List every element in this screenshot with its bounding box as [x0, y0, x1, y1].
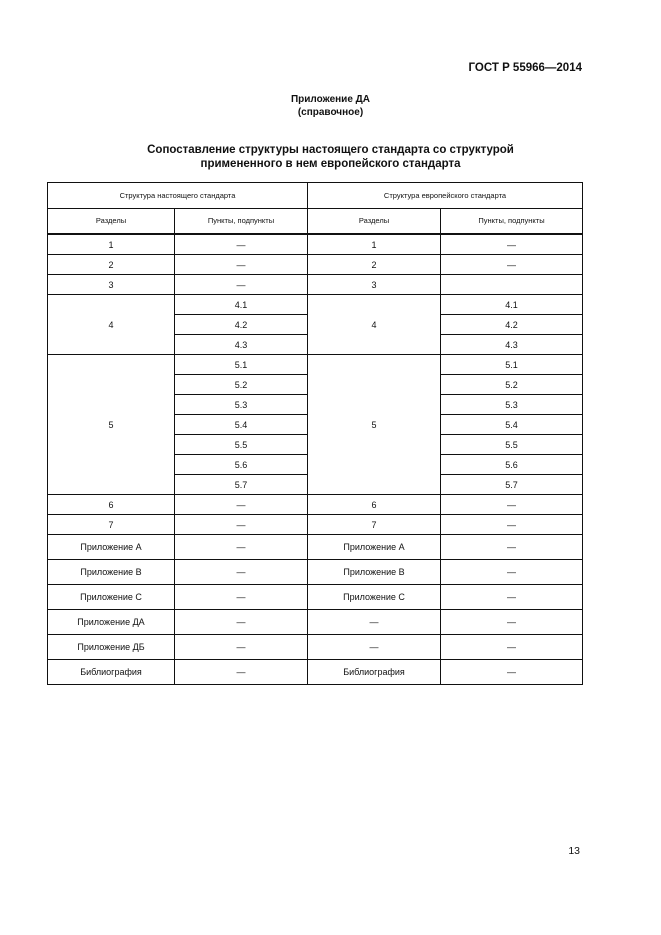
- table-cell: 4.1: [175, 295, 308, 315]
- table-title: [0, 143, 661, 171]
- table-cell: 4.2: [175, 315, 308, 335]
- table-row: [48, 660, 583, 685]
- table-cell: 1: [308, 234, 441, 255]
- table-cell: 2: [48, 255, 175, 275]
- table-row: [48, 355, 583, 375]
- page-number: 13: [568, 845, 580, 857]
- table-cell: Приложение В: [308, 560, 441, 585]
- table-cell: 4.2: [441, 315, 583, 335]
- table-row: [48, 275, 583, 295]
- table-cell: 5.7: [175, 475, 308, 495]
- table-cell: —: [175, 610, 308, 635]
- table-cell: 6: [308, 495, 441, 515]
- table-cell: 5.6: [175, 455, 308, 475]
- table-cell: 5.3: [441, 395, 583, 415]
- table-cell: —: [175, 585, 308, 610]
- table-cell: Приложение С: [48, 585, 175, 610]
- table-cell: 6: [48, 495, 175, 515]
- group-header-row: [48, 183, 583, 209]
- table-cell: Приложение В: [48, 560, 175, 585]
- table-row: [48, 610, 583, 635]
- table-cell: —: [175, 495, 308, 515]
- table-cell: —: [308, 635, 441, 660]
- appendix-label: Приложение ДА: [290, 94, 371, 105]
- table-cell: Приложение С: [308, 585, 441, 610]
- table-cell: —: [441, 635, 583, 660]
- table-cell: —: [175, 515, 308, 535]
- table-cell: —: [175, 234, 308, 255]
- table-cell: —: [175, 535, 308, 560]
- header-sections: Разделы: [48, 209, 175, 235]
- table-cell: 5.4: [441, 415, 583, 435]
- table-cell: —: [175, 275, 308, 295]
- table-row: [48, 515, 583, 535]
- title-line-2: примененного в нем европейского стандарта: [200, 158, 461, 170]
- table-cell: —: [441, 495, 583, 515]
- table-cell: Библиография: [308, 660, 441, 685]
- table-cell: —: [441, 515, 583, 535]
- table-row: [48, 234, 583, 255]
- structure-comparison-table: [47, 182, 583, 685]
- header-eu-sections: Разделы: [308, 209, 441, 235]
- table-cell: —: [441, 255, 583, 275]
- table-row: [48, 560, 583, 585]
- table-cell: [441, 275, 583, 295]
- table-cell: 5.7: [441, 475, 583, 495]
- table-cell: Приложение А: [48, 535, 175, 560]
- table-cell: 4: [48, 295, 175, 355]
- table-cell: 4.1: [441, 295, 583, 315]
- table-cell: 1: [48, 234, 175, 255]
- table-cell: Приложение А: [308, 535, 441, 560]
- header-clauses: Пункты, подпункты: [175, 209, 308, 235]
- table-cell: —: [441, 610, 583, 635]
- table-row: [48, 255, 583, 275]
- table-cell: 3: [48, 275, 175, 295]
- table-cell: —: [175, 635, 308, 660]
- appendix-heading: [0, 93, 661, 119]
- table-row: [48, 585, 583, 610]
- table-cell: Приложение ДБ: [48, 635, 175, 660]
- table-cell: 3: [308, 275, 441, 295]
- table-row: [48, 295, 583, 315]
- table-cell: 5.1: [175, 355, 308, 375]
- table-cell: 5.3: [175, 395, 308, 415]
- table-cell: 5.6: [441, 455, 583, 475]
- header-european-structure: Структура европейского стандарта: [308, 183, 583, 209]
- header-eu-clauses: Пункты, подпункты: [441, 209, 583, 235]
- table-row: [48, 495, 583, 515]
- title-line-1: Сопоставление структуры настоящего стандарта со структурой: [147, 144, 514, 156]
- table-cell: 2: [308, 255, 441, 275]
- table-cell: Приложение ДА: [48, 610, 175, 635]
- table-cell: —: [175, 255, 308, 275]
- table-cell: 5.2: [175, 375, 308, 395]
- appendix-kind: (справочное): [297, 107, 364, 118]
- table-cell: Библиография: [48, 660, 175, 685]
- table-cell: —: [441, 560, 583, 585]
- table-cell: —: [175, 660, 308, 685]
- table-cell: 4.3: [441, 335, 583, 355]
- table-row: [48, 535, 583, 560]
- table-cell: 7: [48, 515, 175, 535]
- table-cell: 5: [308, 355, 441, 495]
- document-code: ГОСТ Р 55966—2014: [468, 62, 582, 74]
- table-cell: 5.5: [175, 435, 308, 455]
- table-cell: —: [175, 560, 308, 585]
- table-row: [48, 635, 583, 660]
- table-cell: 7: [308, 515, 441, 535]
- sub-header-row: [48, 209, 583, 235]
- table-cell: 5.5: [441, 435, 583, 455]
- header-national-structure: Структура настоящего стандарта: [48, 183, 308, 209]
- table-cell: —: [441, 585, 583, 610]
- table-cell: —: [441, 535, 583, 560]
- table-cell: 5: [48, 355, 175, 495]
- table-cell: 4.3: [175, 335, 308, 355]
- table-cell: —: [441, 234, 583, 255]
- table-cell: 4: [308, 295, 441, 355]
- table-cell: 5.1: [441, 355, 583, 375]
- table-cell: —: [441, 660, 583, 685]
- table-cell: 5.2: [441, 375, 583, 395]
- table-cell: 5.4: [175, 415, 308, 435]
- table-cell: —: [308, 610, 441, 635]
